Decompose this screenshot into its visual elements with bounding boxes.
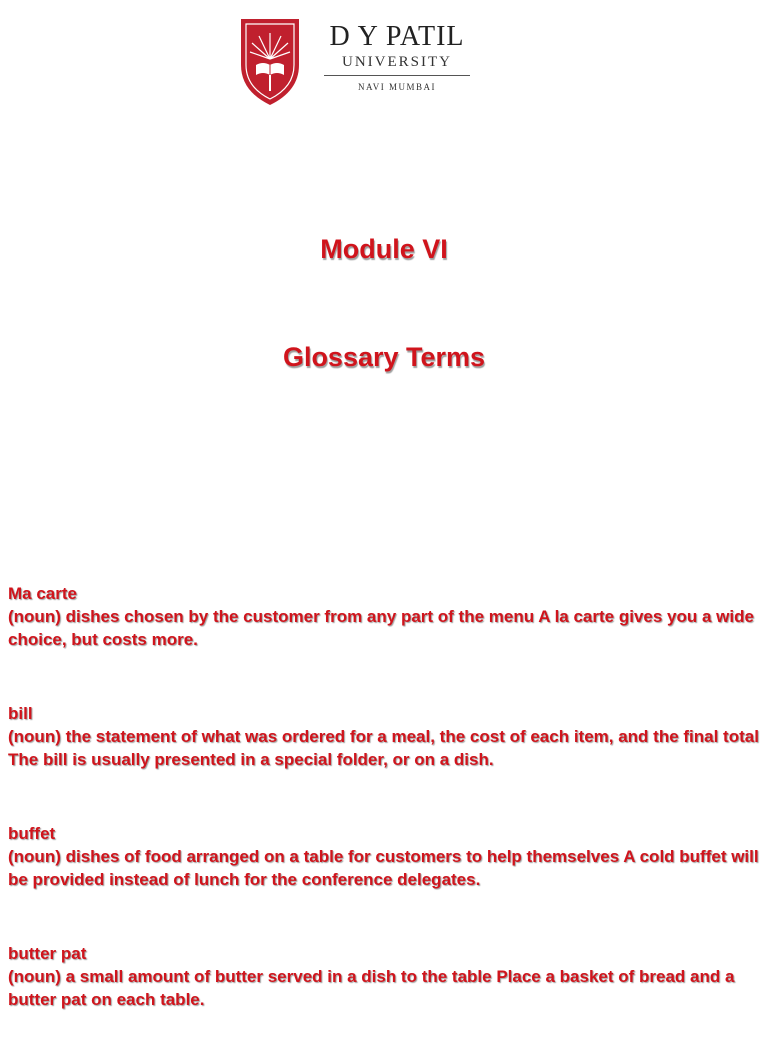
glossary-term: Ma carte	[8, 584, 77, 603]
glossary-term: bill	[8, 704, 33, 723]
logo-university-label: UNIVERSITY	[342, 54, 452, 70]
glossary-term: buffet	[8, 824, 56, 843]
glossary-list	[8, 582, 760, 1062]
glossary-entry	[8, 582, 760, 651]
glossary-definition: (noun) dishes of food arranged on a table for customers to help themselves A cold buffet will be provided instead of lunch for the conference delegates.	[8, 847, 759, 889]
glossary-entry	[8, 822, 760, 891]
module-title: Module VI	[320, 234, 448, 264]
university-logo	[232, 6, 484, 110]
logo-divider	[324, 75, 470, 76]
glossary-entry	[8, 942, 760, 1011]
university-shield-icon	[239, 15, 301, 107]
glossary-entry	[8, 702, 760, 771]
logo-city: NAVI MUMBAI	[357, 82, 437, 92]
logo-university-name: D Y PATIL	[329, 21, 465, 52]
glossary-heading: Glossary Terms	[282, 342, 486, 372]
glossary-definition: (noun) a small amount of butter served in a dish to the table Place a basket of bread and a butter pat on each table.	[8, 967, 735, 1009]
glossary-term: butter pat	[8, 944, 87, 963]
glossary-definition: (noun) the statement of what was ordered for a meal, the cost of each item, and the final total The bill is usually presented in a special folder, or on a dish.	[8, 727, 759, 769]
glossary-definition: (noun) dishes chosen by the customer from any part of the menu A la carte gives you a wide choice, but costs more.	[8, 607, 754, 649]
